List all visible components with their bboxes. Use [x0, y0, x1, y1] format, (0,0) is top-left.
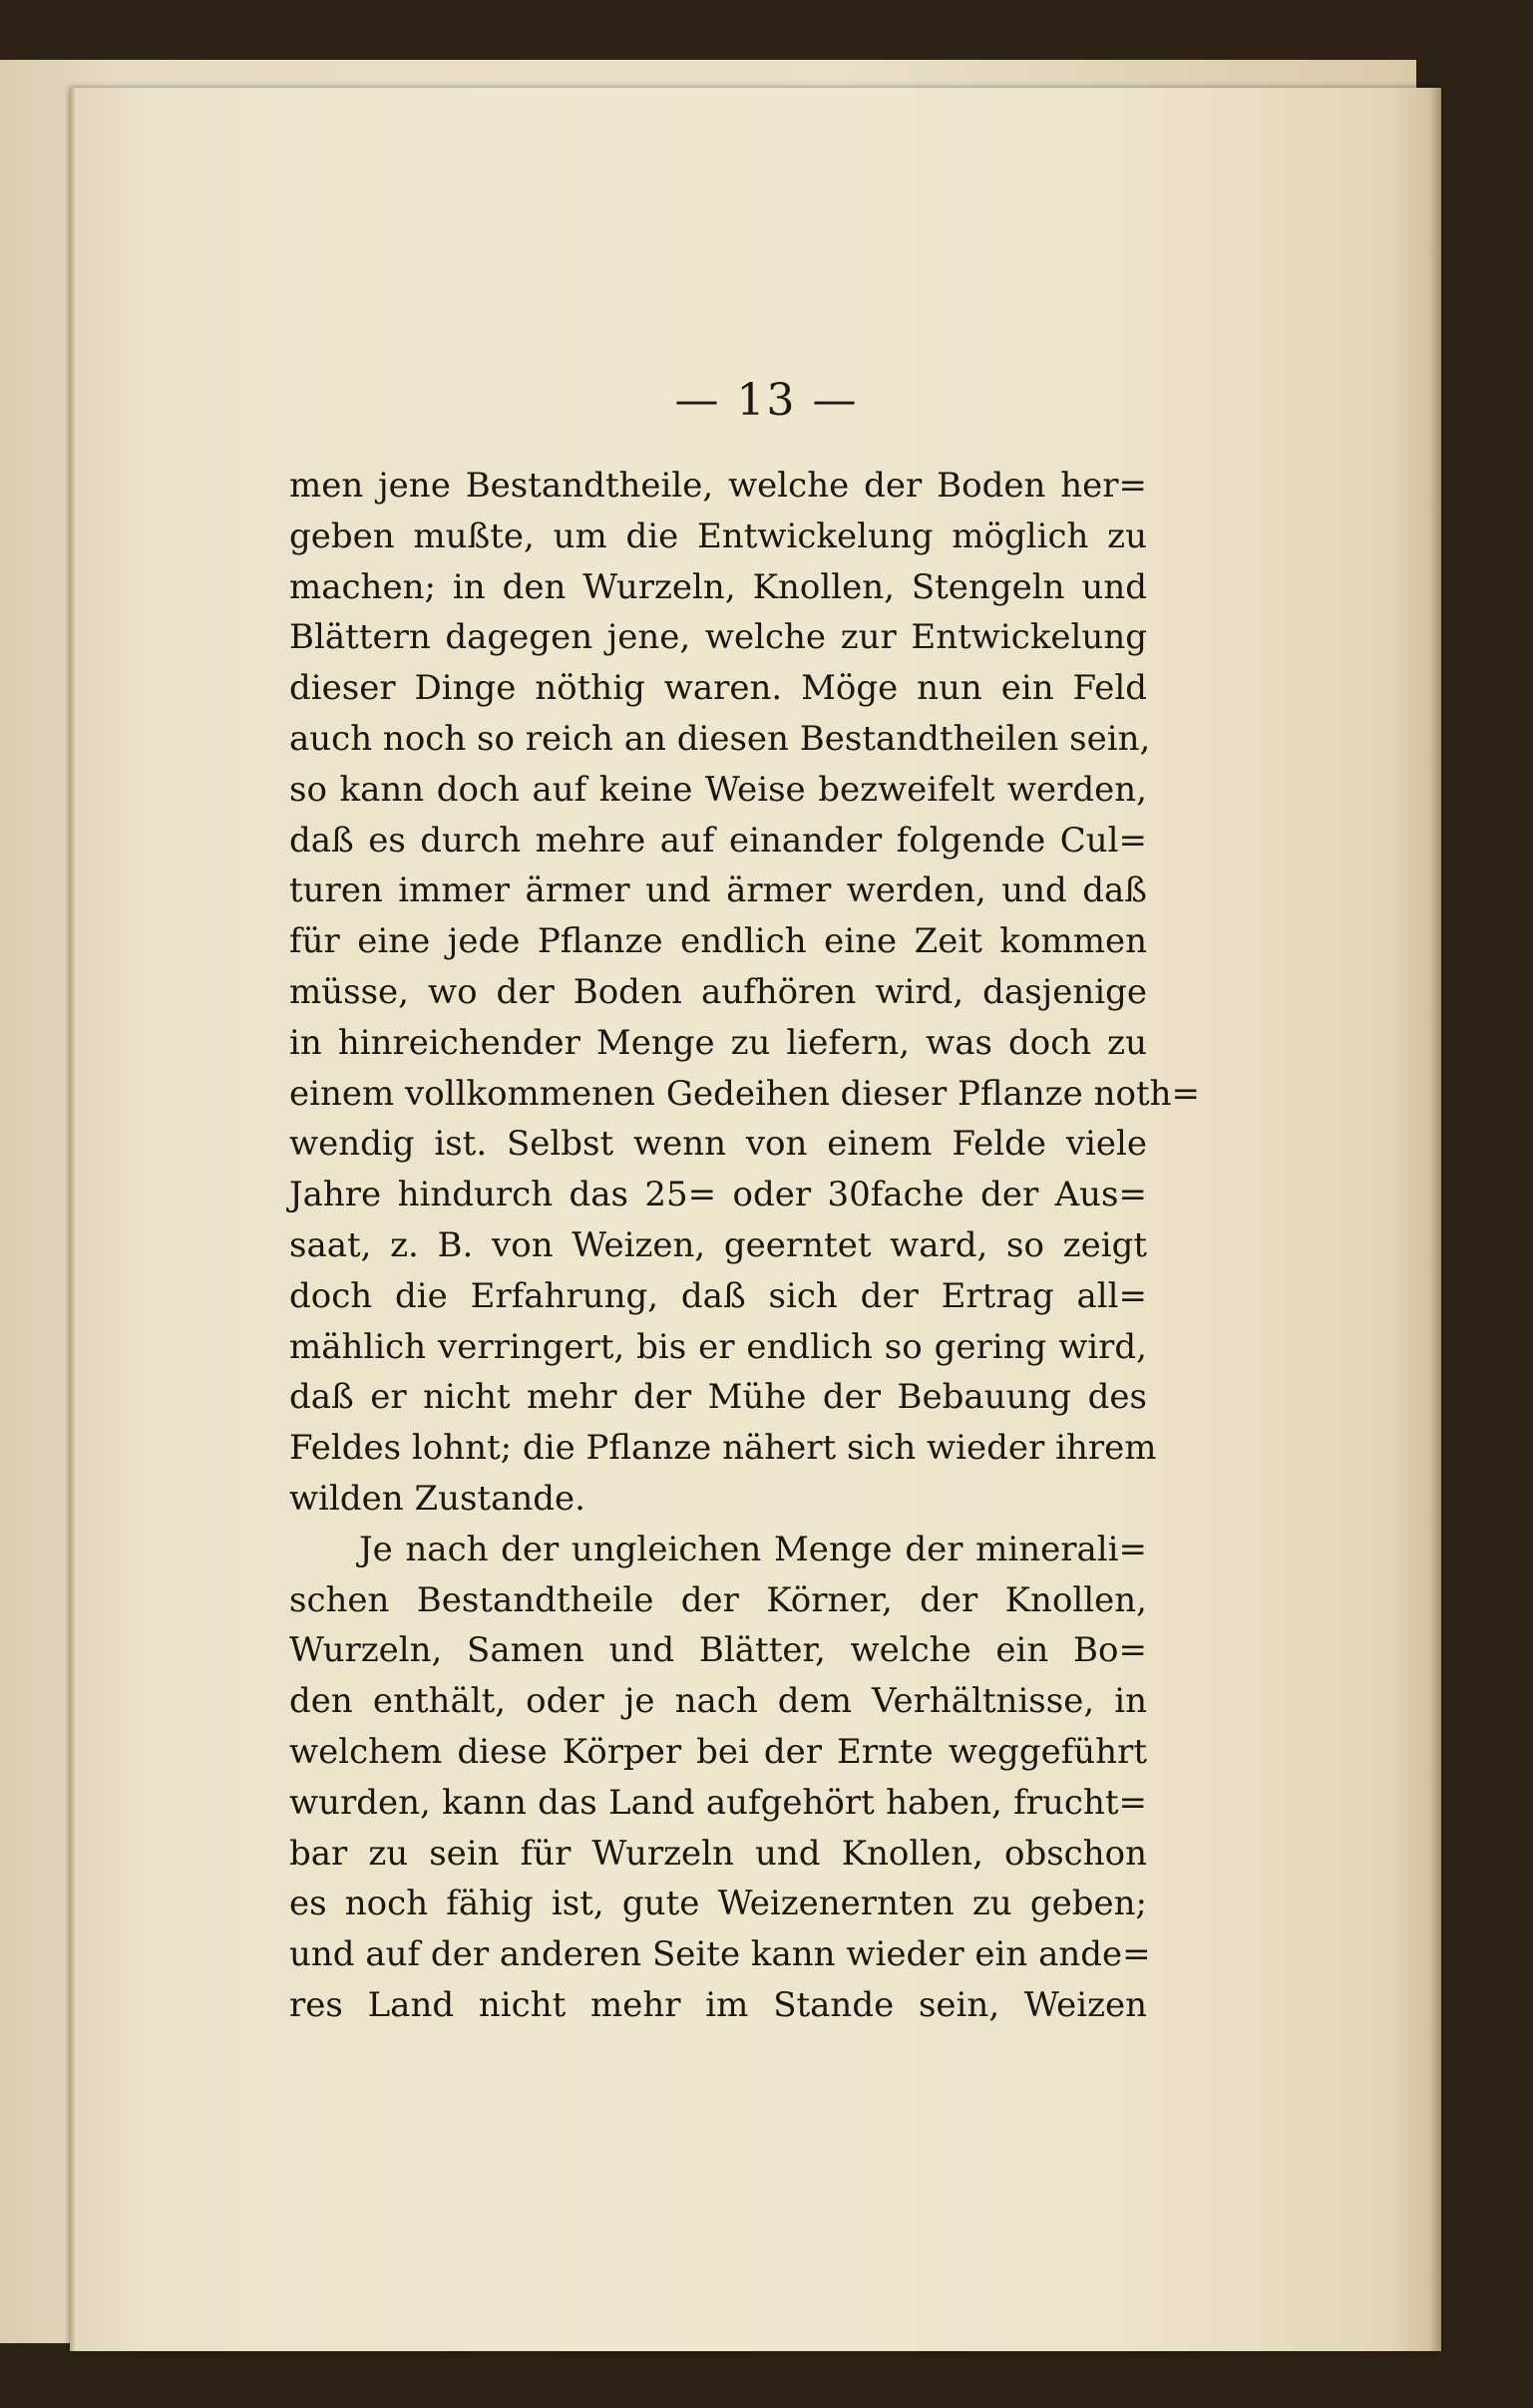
text-line: dieser Dinge nöthig waren. Möge nun ein Feld [289, 668, 1147, 709]
text-line: so kann doch auf keine Weise bezweifelt werden, [289, 769, 1147, 810]
text-line: müsse, wo der Boden aufhören wird, dasjenige [289, 971, 1147, 1012]
text-line: mählich verringert, bis er endlich so gering wird, [289, 1326, 1147, 1367]
text-line: turen immer ärmer und ärmer werden, und daß [289, 870, 1147, 911]
text-line: res Land nicht mehr im Stande sein, Weizen [289, 1984, 1147, 2025]
text-line: bar zu sein für Wurzeln und Knollen, obschon [289, 1833, 1147, 1874]
text-line: den enthält, oder je nach dem Verhältnisse, in [289, 1681, 1147, 1722]
page-left-edge [70, 88, 76, 2351]
text-line: Blättern dagegen jene, welche zur Entwickelung [289, 617, 1147, 658]
text-line: Jahre hindurch das 25= oder 30fache der Aus= [289, 1175, 1147, 1215]
text-line: saat, z. B. von Weizen, geerntet ward, so zeigt [289, 1224, 1147, 1265]
page-right-shadow [1429, 88, 1441, 2351]
text-line: men jene Bestandtheile, welche der Boden her= [289, 466, 1147, 506]
text-line: wendig ist. Selbst wenn von einem Felde viele [289, 1124, 1147, 1165]
text-line: daß er nicht mehr der Mühe der Bebauung des [289, 1377, 1147, 1418]
body-text [289, 461, 1201, 2031]
text-line: Wurzeln, Samen und Blätter, welche ein Bo= [289, 1630, 1147, 1671]
text-line: schen Bestandtheile der Körner, der Knollen, [289, 1579, 1147, 1620]
text-line: geben mußte, um die Entwickelung möglich zu [289, 516, 1147, 556]
text-line: machen; in den Wurzeln, Knollen, Stengeln und [289, 566, 1147, 607]
text-line: daß es durch mehre auf einander folgende Cul= [289, 820, 1147, 860]
text-line: in hinreichender Menge zu liefern, was doch zu [289, 1022, 1147, 1063]
text-line: für eine jede Pflanze endlich eine Zeit kommen [289, 921, 1147, 962]
text-line: Feldes lohnt; die Pflanze nähert sich wieder ihrem [289, 1428, 1157, 1469]
text-line: auch noch so reich an diesen Bestandtheilen sein, [289, 718, 1151, 759]
text-line: es noch fähig ist, gute Weizenernten zu geben; [289, 1884, 1147, 1924]
text-line: wilden Zustande. [289, 1478, 585, 1519]
text-line: welchem diese Körper bei der Ernte weggeführt [289, 1731, 1147, 1772]
text-line: Je nach der ungleichen Menge der minerali= [359, 1529, 1147, 1569]
text-line: doch die Erfahrung, daß sich der Ertrag all= [289, 1275, 1147, 1316]
text-line: und auf der anderen Seite kann wieder ein ande= [289, 1934, 1151, 1975]
text-line: einem vollkommenen Gedeihen dieser Pflanze noth= [289, 1073, 1201, 1114]
page-number: — 13 — [674, 375, 859, 426]
text-line: wurden, kann das Land aufgehört haben, frucht= [289, 1782, 1147, 1823]
